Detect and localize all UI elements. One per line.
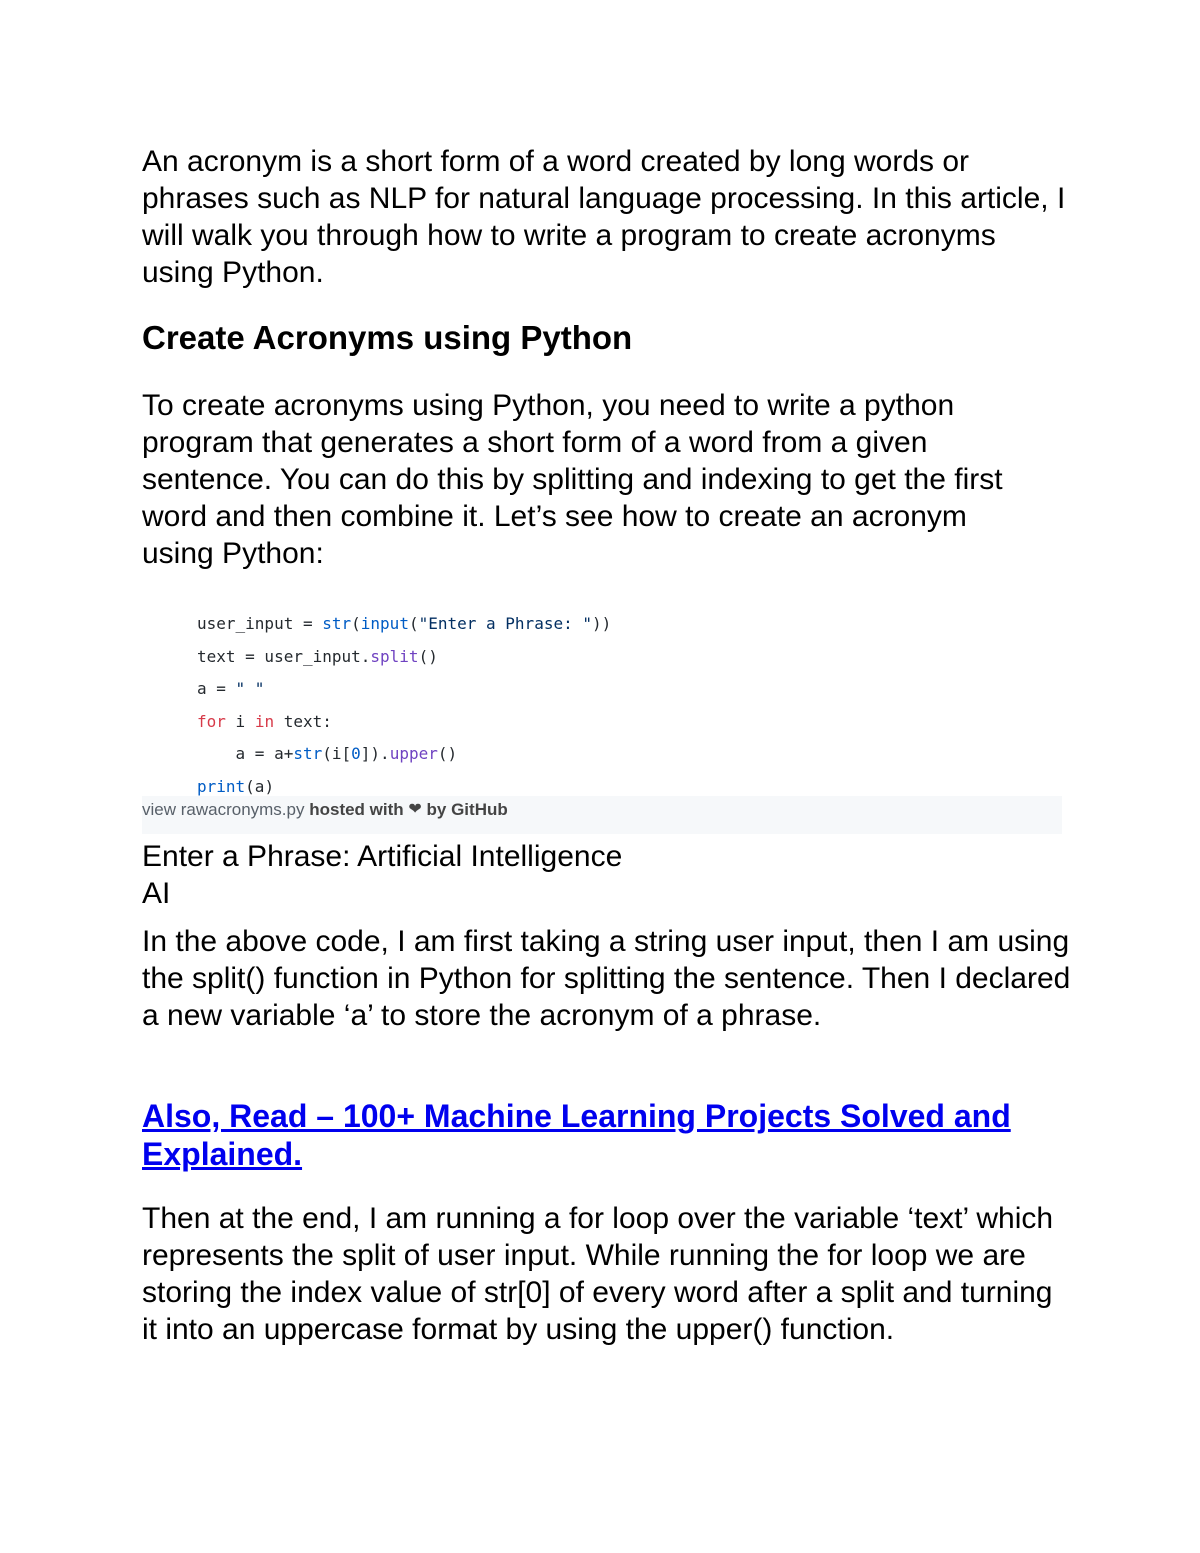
code-token: in — [254, 711, 275, 731]
code-token: user_input = — [197, 614, 323, 633]
loop-explanation-paragraph: Then at the end, I am running a for loop over the variable ‘text’ which represents the split of user input. While running the for loop we are storing the index value of str[0] of every word after a split and turning it into an uppercase format by using the upper() function. — [142, 1202, 1054, 1346]
code-token: ]). — [360, 744, 390, 763]
view-raw-link[interactable]: view raw — [142, 800, 209, 819]
code-token: split — [370, 646, 419, 666]
code-token: () — [437, 744, 458, 763]
code-token: str — [322, 614, 352, 633]
code-token: ( — [408, 614, 419, 633]
hosted-with-text: hosted with — [304, 800, 409, 819]
code-token: print — [197, 776, 246, 796]
gist-filename-link[interactable]: acronyms.py — [208, 800, 305, 819]
code-token: for — [197, 711, 226, 731]
heart-icon: ❤ — [408, 801, 422, 818]
code-token: )) — [591, 614, 612, 633]
output-line: Enter a Phrase: Artificial Intelligence — [142, 840, 623, 873]
code-line — [197, 706, 611, 739]
code-token: " " — [235, 679, 265, 698]
code-token: (i[ — [322, 744, 352, 763]
code-token: str — [293, 744, 323, 763]
gist-footer — [142, 796, 1062, 834]
code-token: i — [225, 711, 255, 731]
code-token: a = a+ — [197, 744, 294, 763]
output-line: AI — [142, 877, 171, 910]
code-line — [197, 641, 611, 674]
code-explanation-paragraph: In the above code, I am first taking a string user input, then I am using the split() function in Python for splitting the sentence. Then I declared a new variable ‘a’ to store the acronym of a phrase. — [142, 925, 1071, 1032]
code-line — [197, 608, 611, 641]
code-token: text: — [274, 711, 332, 731]
section-heading: Create Acronyms using Python — [142, 319, 633, 356]
intro-paragraph: An acronym is a short form of a word created by long words or phrases such as NLP for natural language processing. In this article, I will walk you through how to write a program to create acronyms using Python. — [142, 145, 1066, 289]
code-line — [197, 673, 611, 706]
code-token: input — [360, 614, 409, 633]
github-link[interactable]: by GitHub — [421, 800, 508, 819]
code-token: a = — [197, 679, 236, 698]
code-token: 0 — [351, 744, 361, 763]
code-token: (a) — [245, 776, 275, 796]
code-line — [197, 738, 611, 771]
code-token: "Enter a Phrase: " — [418, 614, 592, 633]
explanation-paragraph: To create acronyms using Python, you need to write a python program that generates a short form of a word from a given sentence. You can do this by splitting and indexing to get the first word and then combine it. Let’s see how to create an acronym using Python: — [142, 389, 1003, 570]
code-token: () — [418, 646, 438, 666]
code-block — [197, 608, 611, 803]
code-token: ( — [351, 614, 361, 633]
also-read-link[interactable]: Also, Read – 100+ Machine Learning Projects Solved and Explained. — [142, 1098, 1011, 1172]
code-token: text = user_input. — [197, 646, 371, 666]
program-output — [142, 838, 1072, 912]
code-token: upper — [389, 744, 438, 763]
